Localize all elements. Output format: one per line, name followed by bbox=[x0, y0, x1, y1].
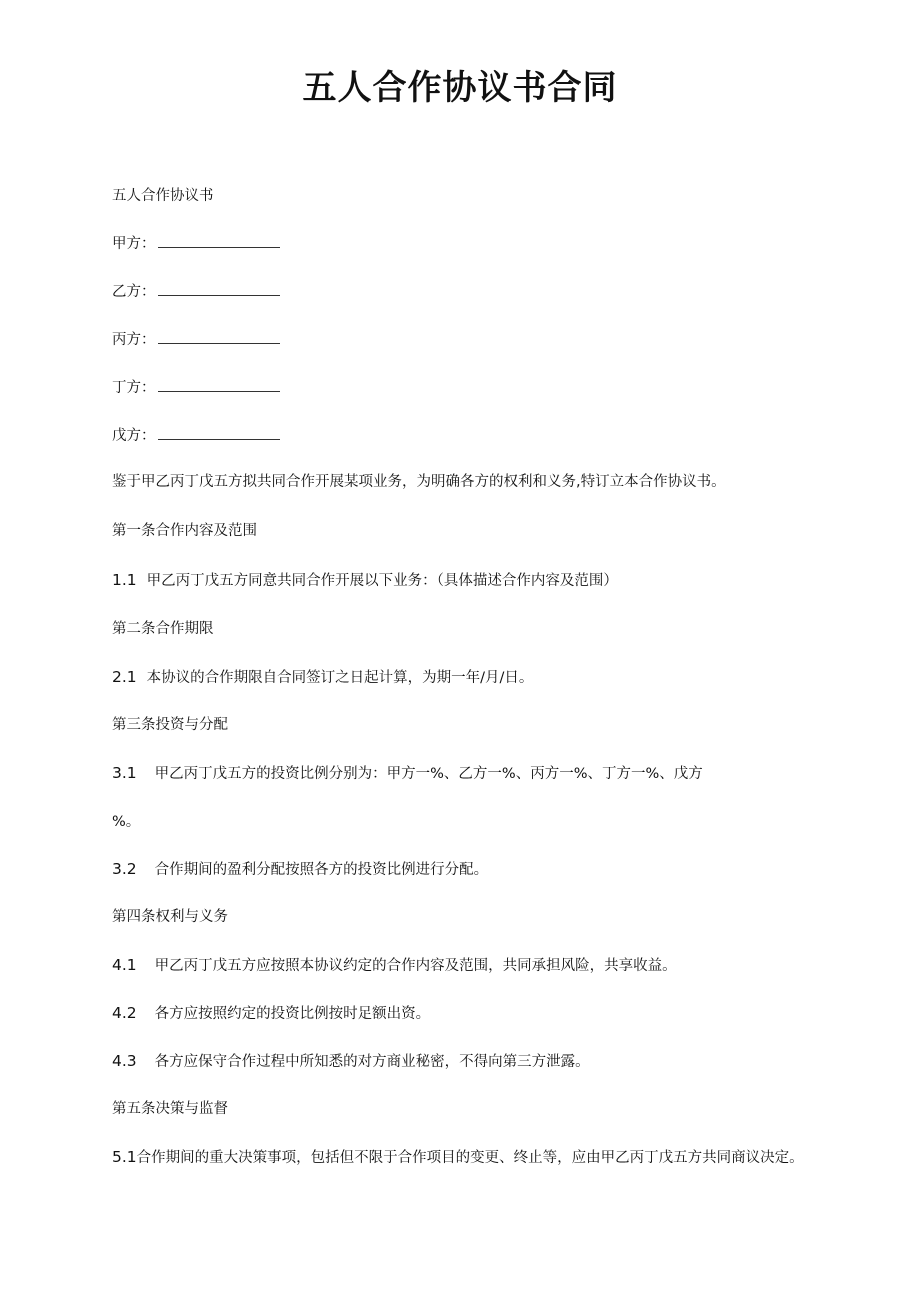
party-b-blank bbox=[158, 281, 280, 296]
clause-5-1-text: 合作期间的重大决策事项，包括但不限于合作项目的变更、终止等，应由甲乙丙丁戊五方共同商议决定。 bbox=[136, 1150, 804, 1166]
clause-5-1 bbox=[112, 1146, 804, 1169]
clause-3-1 bbox=[112, 762, 703, 785]
party-a-label: 甲方： bbox=[112, 236, 156, 252]
party-d-blank bbox=[158, 377, 280, 392]
clause-1-1 bbox=[112, 569, 618, 592]
party-a-line bbox=[112, 233, 280, 255]
clause-4-2 bbox=[112, 1002, 430, 1025]
clause-4-3-text: 各方应保守合作过程中所知悉的对方商业秘密，不得向第三方泄露。 bbox=[154, 1054, 590, 1070]
clause-1-1-text: 甲乙丙丁戊五方同意共同合作开展以下业务：（具体描述合作内容及范围） bbox=[146, 573, 618, 589]
document-title: 五人合作协议书合同 bbox=[302, 68, 618, 108]
agreement-subtitle: 五人合作协议书 bbox=[112, 188, 214, 204]
party-c-line bbox=[112, 329, 280, 351]
party-e-line bbox=[112, 425, 280, 447]
clause-1-1-number: 1.1 bbox=[112, 571, 137, 589]
clause-4-1-text: 甲乙丙丁戊五方应按照本协议约定的合作内容及范围，共同承担风险，共享收益。 bbox=[154, 958, 677, 974]
clause-2-1 bbox=[112, 666, 533, 689]
clause-3-1-number: 3.1 bbox=[112, 764, 137, 782]
party-a-blank bbox=[158, 233, 280, 248]
party-e-blank bbox=[158, 425, 280, 440]
clause-4-1-number: 4.1 bbox=[112, 956, 137, 974]
party-d-label: 丁方： bbox=[112, 380, 156, 396]
clause-3-2 bbox=[112, 858, 488, 881]
party-b-line bbox=[112, 281, 280, 303]
section-4-heading: 第四条权利与义务 bbox=[112, 909, 228, 925]
party-e-label: 戊方： bbox=[112, 428, 156, 444]
clause-4-3-number: 4.3 bbox=[112, 1052, 137, 1070]
clause-5-1-number: 5.1 bbox=[112, 1148, 137, 1166]
clause-3-2-number: 3.2 bbox=[112, 860, 137, 878]
party-b-label: 乙方： bbox=[112, 284, 156, 300]
clause-4-1 bbox=[112, 954, 677, 977]
party-c-label: 丙方： bbox=[112, 332, 156, 348]
clause-4-2-number: 4.2 bbox=[112, 1004, 137, 1022]
clause-2-1-text: 本协议的合作期限自合同签订之日起计算，为期一年/月/日。 bbox=[146, 670, 534, 686]
clause-4-3 bbox=[112, 1050, 590, 1073]
party-c-blank bbox=[158, 329, 280, 344]
section-5-heading: 第五条决策与监督 bbox=[112, 1101, 228, 1117]
section-3-heading: 第三条投资与分配 bbox=[112, 717, 228, 733]
clause-3-1-continuation: %。 bbox=[112, 814, 141, 830]
clause-4-2-text: 各方应按照约定的投资比例按时足额出资。 bbox=[154, 1006, 431, 1022]
preamble-text: 鉴于甲乙丙丁戊五方拟共同合作开展某项业务，为明确各方的权利和义务,特订立本合作协议书。 bbox=[112, 474, 726, 490]
clause-3-2-text: 合作期间的盈利分配按照各方的投资比例进行分配。 bbox=[154, 862, 489, 878]
section-2-heading: 第二条合作期限 bbox=[112, 621, 214, 637]
section-1-heading: 第一条合作内容及范围 bbox=[112, 523, 257, 539]
clause-2-1-number: 2.1 bbox=[112, 668, 137, 686]
party-d-line bbox=[112, 377, 280, 399]
clause-3-1-text: 甲乙丙丁戊五方的投资比例分别为：甲方一%、乙方一%、丙方一%、丁方一%、戊方 bbox=[154, 766, 703, 782]
